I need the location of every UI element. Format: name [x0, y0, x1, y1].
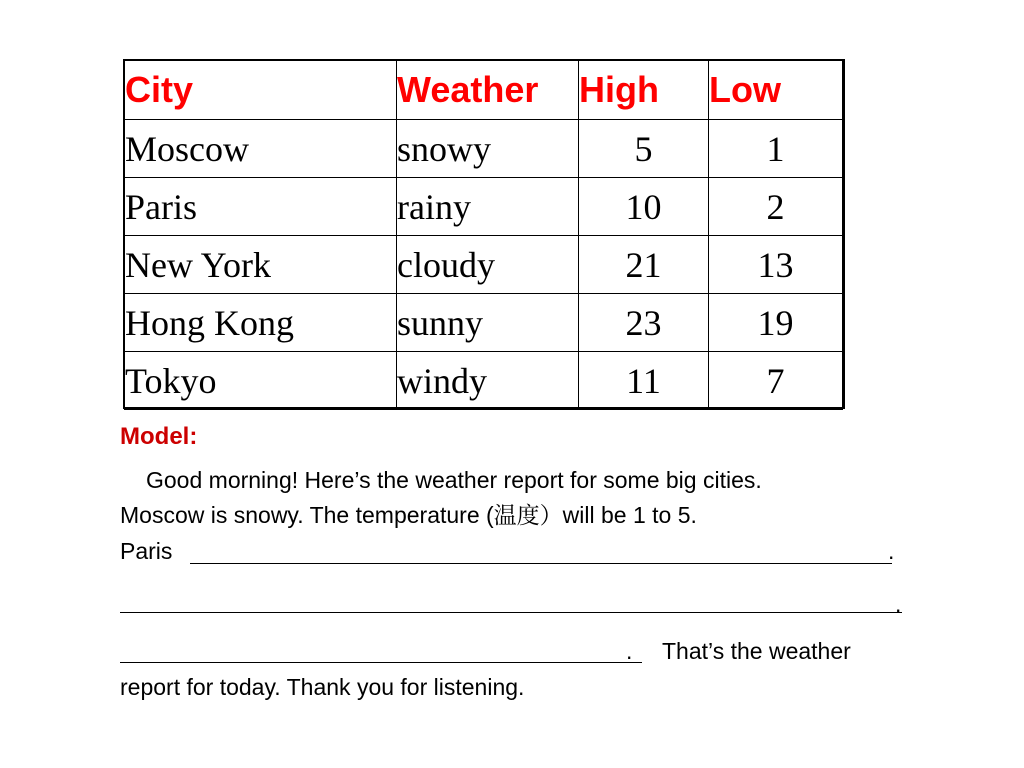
model-line-5: That’s the weather	[662, 638, 851, 664]
table-row	[125, 178, 843, 236]
line-3-period: .	[888, 538, 895, 564]
header-weather: Weather	[397, 61, 579, 120]
cell-low: 19	[709, 294, 843, 352]
weather-table	[124, 60, 843, 410]
cell-high: 11	[579, 352, 709, 410]
answer-blank	[120, 662, 642, 663]
model-line-1: Good morning! Here’s the weather report for some big cities.	[146, 467, 762, 493]
model-line-6: report for today. Thank you for listening.	[120, 674, 525, 700]
model-label: Model:	[120, 423, 198, 450]
cell-city: Paris	[125, 178, 397, 236]
table-row	[125, 236, 843, 294]
model-line-2: Moscow is snowy. The temperature (温度）will be 1 to 5.	[120, 502, 697, 528]
cell-high: 5	[579, 120, 709, 178]
line-4-period: .	[895, 591, 902, 617]
cell-high: 23	[579, 294, 709, 352]
table-header-row	[125, 61, 843, 120]
cell-low: 1	[709, 120, 843, 178]
cell-weather: snowy	[397, 120, 579, 178]
cell-city: Moscow	[125, 120, 397, 178]
table-row	[125, 294, 843, 352]
cell-city: Hong Kong	[125, 294, 397, 352]
header-city: City	[125, 61, 397, 120]
cell-high: 10	[579, 178, 709, 236]
answer-blank	[120, 612, 902, 613]
cell-weather: sunny	[397, 294, 579, 352]
cell-city: Tokyo	[125, 352, 397, 410]
cell-low: 13	[709, 236, 843, 294]
table-row	[125, 120, 843, 178]
answer-blank	[190, 563, 892, 564]
header-low: Low	[709, 61, 843, 120]
model-line-3: Paris	[120, 538, 173, 564]
cell-high: 21	[579, 236, 709, 294]
line-5-period: .	[626, 638, 633, 664]
cell-low: 2	[709, 178, 843, 236]
table-row	[125, 352, 843, 410]
cell-low: 7	[709, 352, 843, 410]
cell-weather: windy	[397, 352, 579, 410]
cell-weather: cloudy	[397, 236, 579, 294]
header-high: High	[579, 61, 709, 120]
cell-weather: rainy	[397, 178, 579, 236]
cell-city: New York	[125, 236, 397, 294]
